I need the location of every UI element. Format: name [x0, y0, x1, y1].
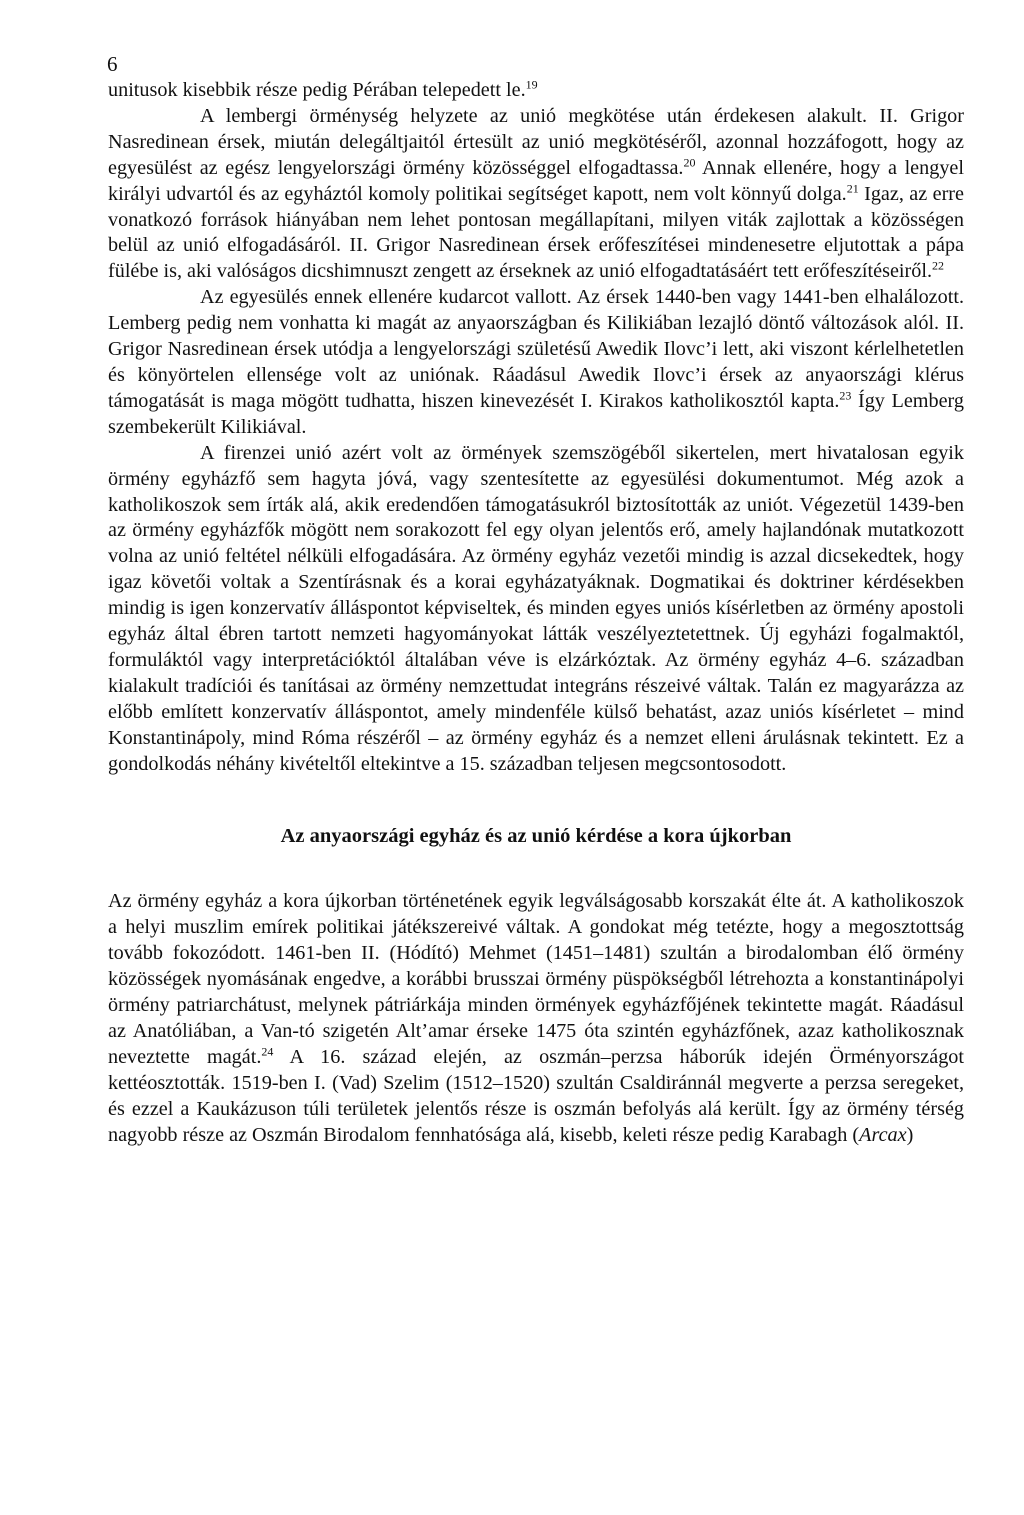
section-body: [108, 78, 964, 777]
footnote-ref: 20: [683, 154, 696, 169]
section-body: [108, 889, 964, 1148]
footnote-ref: 22: [932, 258, 945, 273]
text-run: Igaz, az erre vonatkozó források hiányában nem lehet pontosan megállapítani, milyen viták zajlottak a közösségen belül az unió elfogadásáról. II. Grigor Nasredinean érsek erőfeszítései mindenesetre eljutottak a pápa fülébe is, aki valóságos dicshimnuszt zengett az érseknek az unió elfogadtatásáért tett erőfeszítéseiről.: [108, 182, 964, 283]
text-run: Az örmény egyház a kora újkorban történetének egyik legválságosabb korszakát élte át. A katholikoszok a helyi muszlim emírek politikai játékszereivé váltak. A gondokat még tetézte, hogy a megosztottság tovább fokozódott. 1461-ben II. (Hódító) Mehmet (1451–1481) szultán a birodalomban élő örmény közösségek nyomásának engedve, a korábbi brusszai örmény püspökségből létrehozta a konstantinápolyi örmény patriarchátust, melynek pátriárkája minden örmények egyházfőjének tekintette magát. Ráadásul az Anatóliában, a Van-tó szigetén Alt’amar érseke 1475 óta szintén egyházfőnek, azaz katholikosznak neveztette magát.: [108, 890, 964, 1068]
text-run: A firenzei unió azért volt az örmények szemszögéből sikertelen, mert hivatalosan egyik örmény egyházfő sem hagyta jóvá, vagy szentesítette az egyesülési dokumentumot. Még azok a katholikoszok sem írták alá, akik eredendően támogatásukról biztosították az uniót. Végezetül 1439-ben az örmény egyházfők mögött nem sorakozott fel egy olyan jelentős erő, amely hajlandónak mutatkozott volna az unió feltétel nélküli elfogadására. Az örmény egyház vezetői mindig is azzal dicsekedtek, hogy igaz követői voltak a Szentírásnak és a korai egyházatyáknak. Dogmatikai és doktriner kérdésekben mindig is igen konzervatív álláspontot képviseltek, és minden egyes uniós kísérletben az örmény apostoli egyház által ébren tartott nemzeti hagyományokat látták veszélyeztetettnek. Új egyházi fogalmaktól, formuláktól vagy interpretációktól általában véve is elzárkóztak. Az örmény egyház 4–6. században kialakult tradíciói és tanításai az örmény nemzettudat integráns részeivé váltak. Talán ez magyarázza az előbb említett konzervatív álláspontot, amely mindenféle külső behatást, azaz uniós kísérletet – mind Konstantinápoly, mind Róma részéről – az örmény egyház és a nemzet elleni árulásnak tekintett. Ez a gondolkodás néhány kivételtől eltekintve a 15. században teljesen megcsontosodott.: [108, 441, 964, 775]
footnote-ref: 24: [261, 1044, 274, 1059]
footnote-ref: 21: [846, 180, 859, 195]
paragraph-p4: [108, 441, 964, 778]
text-run: unitusok kisebbik része pedig Pérában telepedett le.: [108, 79, 526, 101]
text-run: A 16. század elején, az oszmán–perzsa háborúk idején Örményországot kettéosztották. 1519-ben I. (Vad) Szelim (1512–1520) szultán Csaldiránnál megverte a perzsa seregeket, és ezzel a Kaukázuson túli területek jelentős része is oszmán befolyás alá került. Így az örmény térség nagyobb része az Oszmán Birodalom fennhatósága alá, kisebb, keleti része pedig Karabagh (: [108, 1045, 964, 1146]
text-run: Így Lemberg szembekerült Kilikiával.: [108, 389, 964, 438]
paragraph-p3: [108, 285, 964, 440]
italic-term: Arcax: [859, 1123, 907, 1146]
footnote-ref: 23: [839, 388, 852, 403]
paragraph-p5: [108, 889, 964, 1148]
paragraph-p2: [108, 104, 964, 285]
text-run: Annak ellenére, hogy a lengyel királyi udvartól és az egyháztól komoly politikai segítséget kapott, nem volt könnyű dolga.: [108, 156, 964, 205]
page-body: [108, 78, 964, 1149]
section-heading: Az anyaországi egyház és az unió kérdése a kora újkorban: [280, 825, 792, 848]
text-run: ): [906, 1123, 914, 1146]
paragraph-p1: [108, 78, 964, 104]
text-run: Az egyesülés ennek ellenére kudarcot vallott. Az érsek 1440-ben vagy 1441-ben elhalálozott. Lemberg pedig nem vonhatta ki magát az anyaországban és Kilikiában lezajló döntő változások alól. II. Grigor Nasredinean érsek utódja a lengyelországi születésű Awedik Ilovc’i lett, aki viszont kérlelhetetlen és könyörtelen ellensége volt az uniónak. Ráadásul Awedik Ilovc’i érsek az anyaországi klérus támogatását is maga mögött tudhatta, hiszen kinevezését I. Kirakos katholikosztól kapta.: [108, 286, 964, 412]
footnote-ref: 19: [525, 77, 538, 92]
text-run: A lembergi örménység helyzete az unió megkötése után érdekesen alakult. II. Grigor Nasredinean érsek, miután delegáltjaitól értesült az unió megkötéséről, azonnal hozzáfogott, hogy az egyesülést az egész lengyelországi örmény közösséggel elfogadtassa.: [108, 104, 964, 179]
page-number: 6: [107, 52, 118, 76]
